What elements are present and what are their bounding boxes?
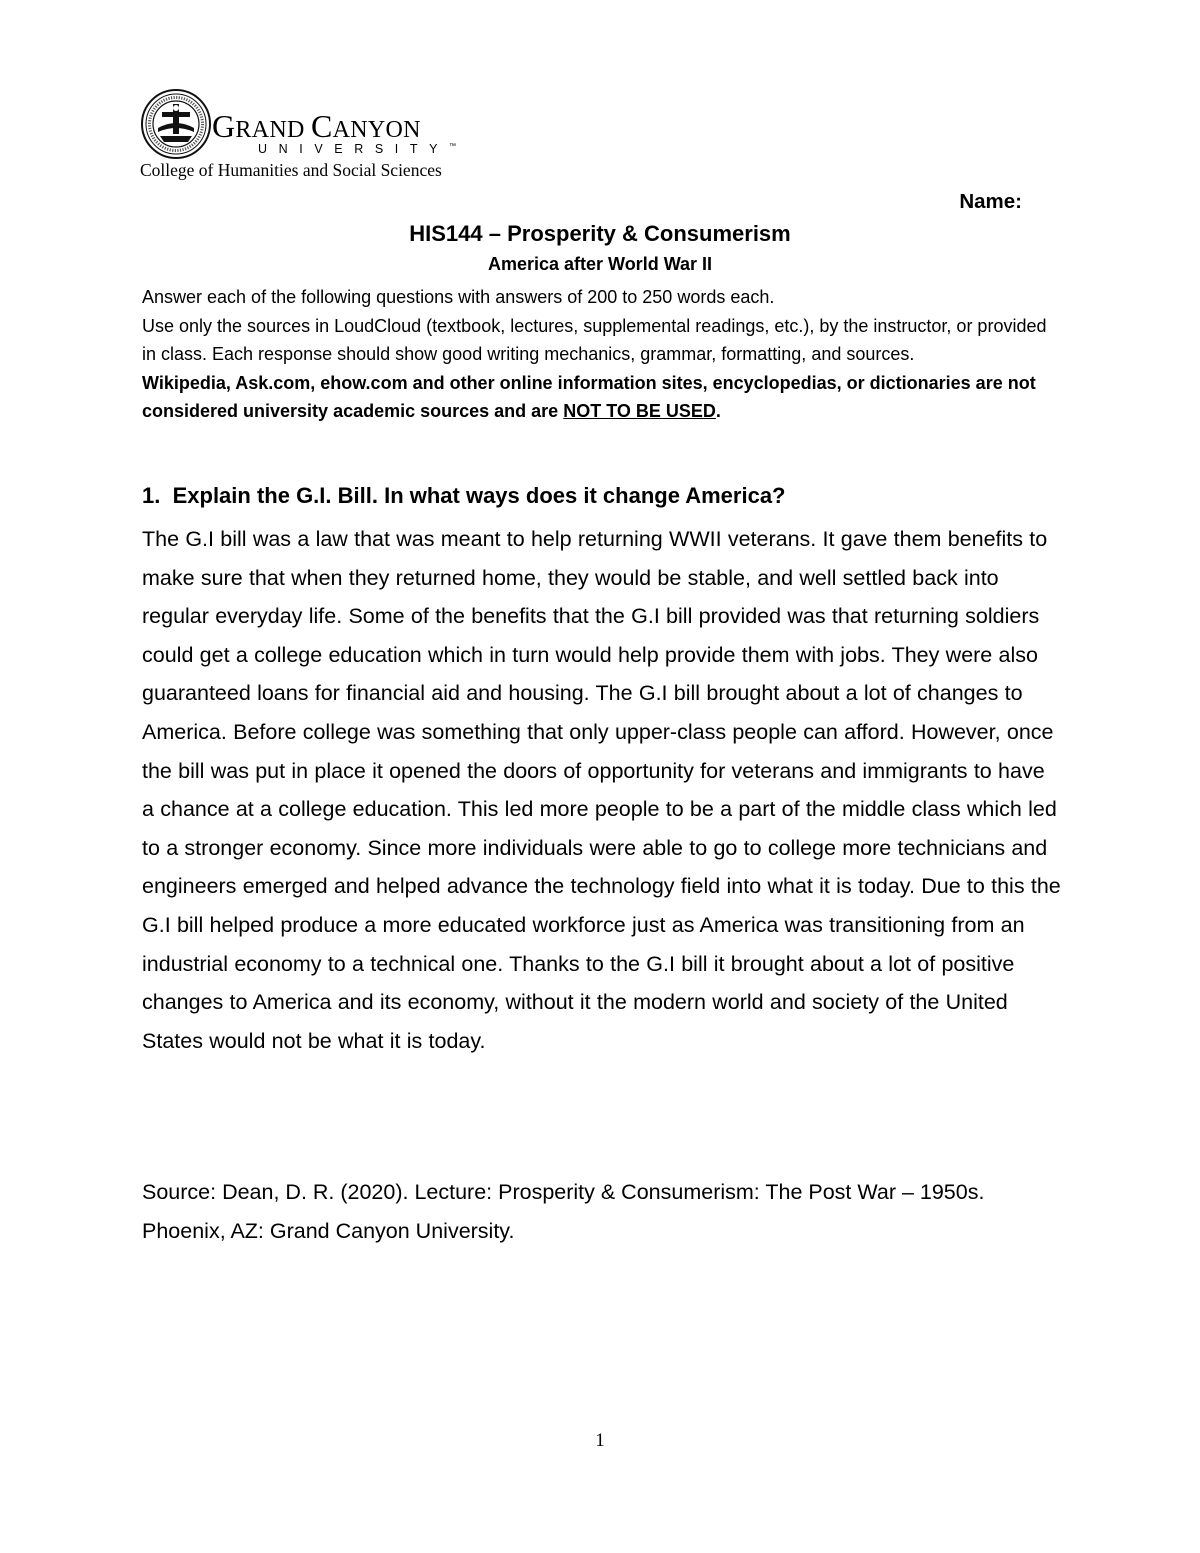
university-logo xyxy=(140,88,460,158)
instructions-line-1: Answer each of the following questions with answers of 200 to 250 words each. xyxy=(142,287,775,307)
source-citation: Source: Dean, D. R. (2020). Lecture: Prosperity & Consumerism: The Post War – 1950s. Phoenix, AZ: Grand Canyon University. xyxy=(142,1180,985,1243)
page-number: 1 xyxy=(595,1430,605,1451)
instructions-line-2: Use only the sources in LoudCloud (textbook, lectures, supplemental readings, etc.), by the instructor, or provided in class. Each response should show good writing mechanics, grammar, formatting, and sources. xyxy=(142,315,1047,364)
question-1 xyxy=(142,483,1062,509)
college-name: College of Humanities and Social Sciences xyxy=(140,160,442,180)
name-label: Name: xyxy=(959,190,1022,213)
not-to-be-used-emphasis: NOT TO BE USED xyxy=(563,401,716,421)
instructions xyxy=(142,283,1062,426)
question-text: Explain the G.I. Bill. In what ways does it change America? xyxy=(172,483,786,508)
sources-warning: Wikipedia, Ask.com, ehow.com and other online information sites, encyclopedias, or dictionaries are not considered university academic sources and are NOT TO BE USED. xyxy=(142,372,1036,421)
university-seal-icon xyxy=(140,88,212,160)
page-subtitle: America after World War II xyxy=(487,254,713,274)
question-number: 1. xyxy=(142,483,161,508)
logo-university: UNIVERSITY™ xyxy=(258,142,457,156)
answer-paragraph: The G.I bill was a law that was meant to help returning WWII veterans. It gave them benefits to make sure that when they returned home, they would be stable, and well settled back into regular everyday life. Some of the benefits that the G.I bill provided was that returning soldiers could get a college education which in turn would help provide them with jobs. They were also guaranteed loans for financial aid and housing. The G.I bill brought about a lot of changes to America. Before college was something that only upper-class people can afford. However, once the bill was put in place it opened the doors of opportunity for veterans and immigrants to have a chance at a college education. This led more people to be a part of the middle class which led to a stronger economy. Since more individuals were able to go to college more technicians and engineers emerged and helped advance the technology field into what it is today. Due to this the G.I bill helped produce a more educated workforce just as America was transitioning from an industrial economy to a technical one. Thanks to the G.I bill it brought about a lot of positive changes to America and its economy, without it the modern world and society of the United States would not be what it is today. xyxy=(142,527,1061,1053)
logo-wordmark: GRAND CANYON xyxy=(212,108,421,144)
page-title: HIS144 – Prosperity & Consumerism xyxy=(409,221,791,246)
